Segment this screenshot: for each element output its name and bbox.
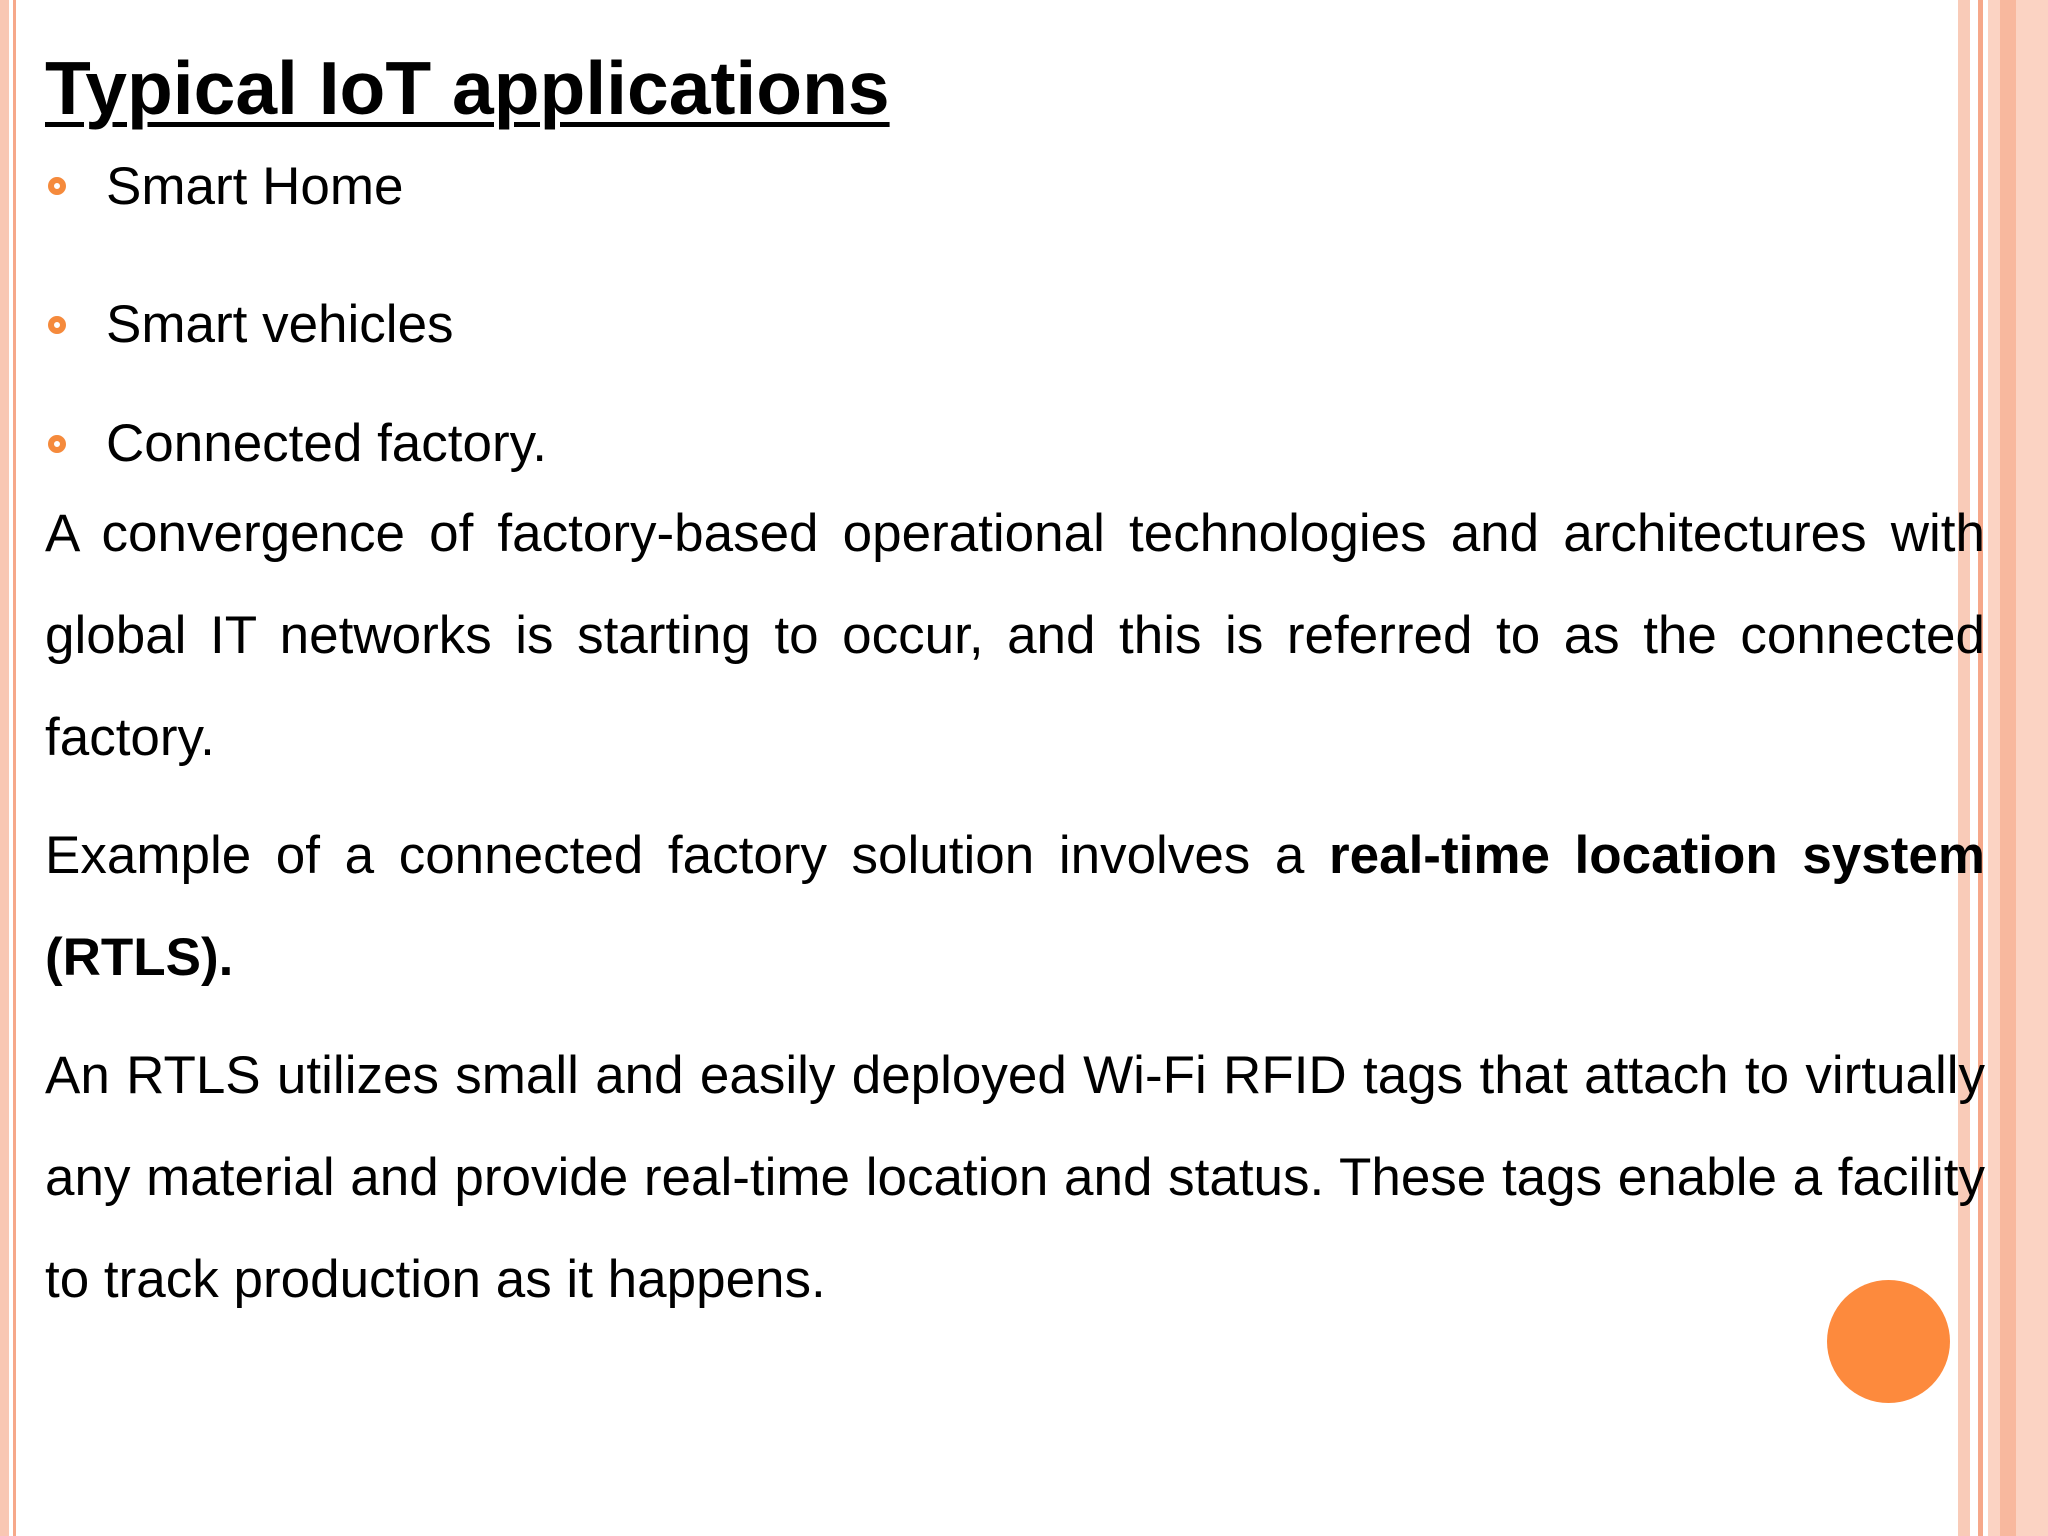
paragraph-rtls-example: [45, 805, 1985, 1009]
bullet-text: Smart vehicles: [106, 295, 454, 354]
bullet-list: [45, 146, 1985, 503]
bullet-item: [45, 265, 1985, 384]
right-border-band: [1988, 0, 2048, 1536]
bullet-item: [45, 146, 1985, 226]
slide-content: [45, 40, 1985, 1331]
left-border-line: [13, 0, 16, 1536]
paragraph-rtls-example-text: Example of a connected factory solution involves a: [45, 826, 1329, 885]
left-border-stripe: [0, 0, 9, 1536]
bullet-text: Smart Home: [106, 156, 404, 216]
paragraph-rtls-description: An RTLS utilizes small and easily deployed Wi-Fi RFID tags that attach to virtually any material and provide real-time location and status. These tags enable a facility to track production as it happens.: [45, 1046, 1985, 1309]
right-border-band-inner: [2000, 0, 2016, 1536]
bullet-circle-icon: [48, 316, 66, 334]
paragraph-connected-factory: A convergence of factory-based operational technologies and architectures with global IT networks is starting to occur, and this is referred to as the connected factory.: [45, 504, 1985, 767]
orange-circle-decoration: [1827, 1280, 1950, 1403]
bullet-circle-icon: [48, 435, 66, 453]
slide-title: Typical IoT applications: [45, 46, 890, 130]
bullet-text: Connected factory.: [106, 414, 547, 473]
bullet-circle-icon: [48, 177, 66, 195]
paragraph-rtls-example-bold: real-time location system (RTLS).: [45, 826, 1985, 987]
